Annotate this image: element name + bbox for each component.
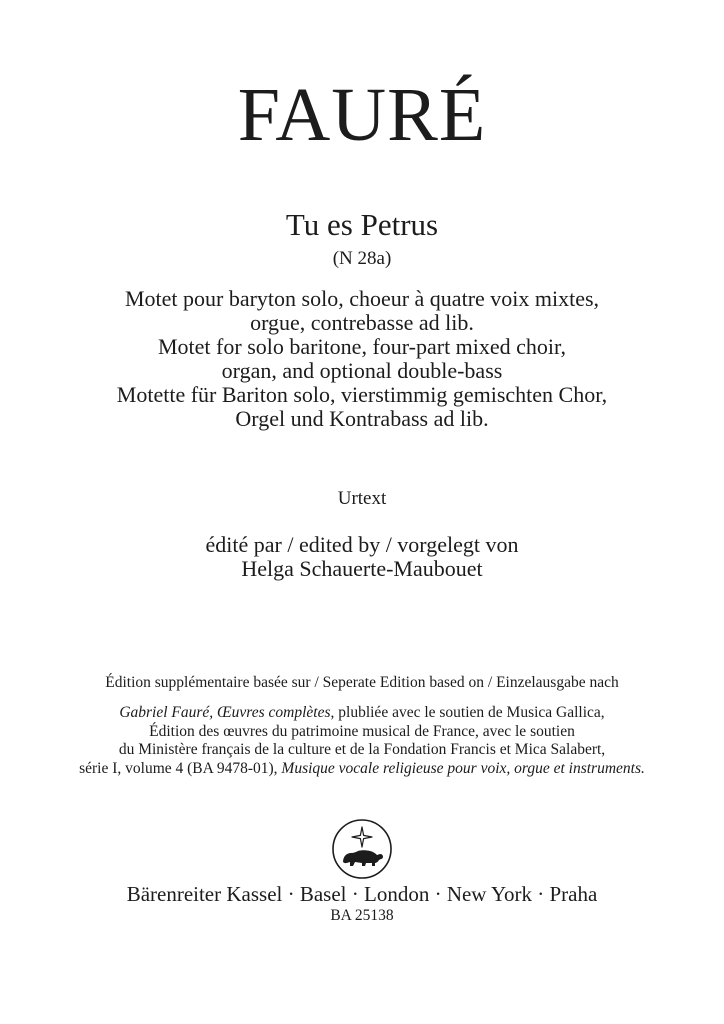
source-text: , plubliée avec le soutien de Musica Gallica,	[330, 704, 605, 721]
editor-name: Helga Schauerte-Maubouet	[241, 556, 483, 581]
urtext-label: Urtext	[337, 488, 387, 509]
description-line: Orgel und Kontrabass ad lib.	[235, 406, 489, 431]
source-title: Gabriel Fauré, Œuvres complètes	[119, 704, 331, 721]
source-volume-title: Musique vocale religieuse pour voix, orgue et instruments.	[281, 759, 645, 777]
description-line: organ, and optional double-bass	[221, 358, 503, 383]
source-edition	[0, 704, 724, 778]
source-line-4	[0, 760, 724, 779]
composer-name: FAURÉ	[237, 73, 487, 157]
source-text: série I, volume 4 (BA 9478-01),	[79, 759, 282, 777]
catalog-number: (N 28a)	[332, 248, 392, 269]
edited-by-label: édité par / edited by / vorgelegt von	[205, 532, 519, 557]
description-line: Motet for solo baritone, four-part mixed choir,	[157, 334, 566, 359]
description-line: orgue, contrebasse ad lib.	[250, 310, 474, 335]
source-line-1	[0, 704, 724, 723]
source-line-3: du Ministère français de la culture et de la Fondation Francis et Mica Salabert,	[118, 741, 606, 758]
work-description	[0, 287, 724, 431]
source-line-2: Édition des œuvres du patrimoine musical de France, avec le soutien	[149, 722, 575, 740]
baerenreiter-logo-icon	[331, 818, 393, 880]
work-title: Tu es Petrus	[285, 207, 439, 242]
editor-block	[0, 533, 724, 581]
description-line: Motet pour baryton solo, choeur à quatre voix mixtes,	[124, 286, 600, 311]
publisher-line: Bärenreiter Kassel · Basel · London · New York · Praha	[126, 882, 598, 906]
publisher-catalog-number: BA 25138	[330, 907, 394, 924]
edition-based-on: Édition supplémentaire basée sur / Seperate Edition based on / Einzelausgabe nach	[105, 674, 619, 691]
description-line: Motette für Bariton solo, vierstimmig gemischten Chor,	[116, 382, 608, 407]
